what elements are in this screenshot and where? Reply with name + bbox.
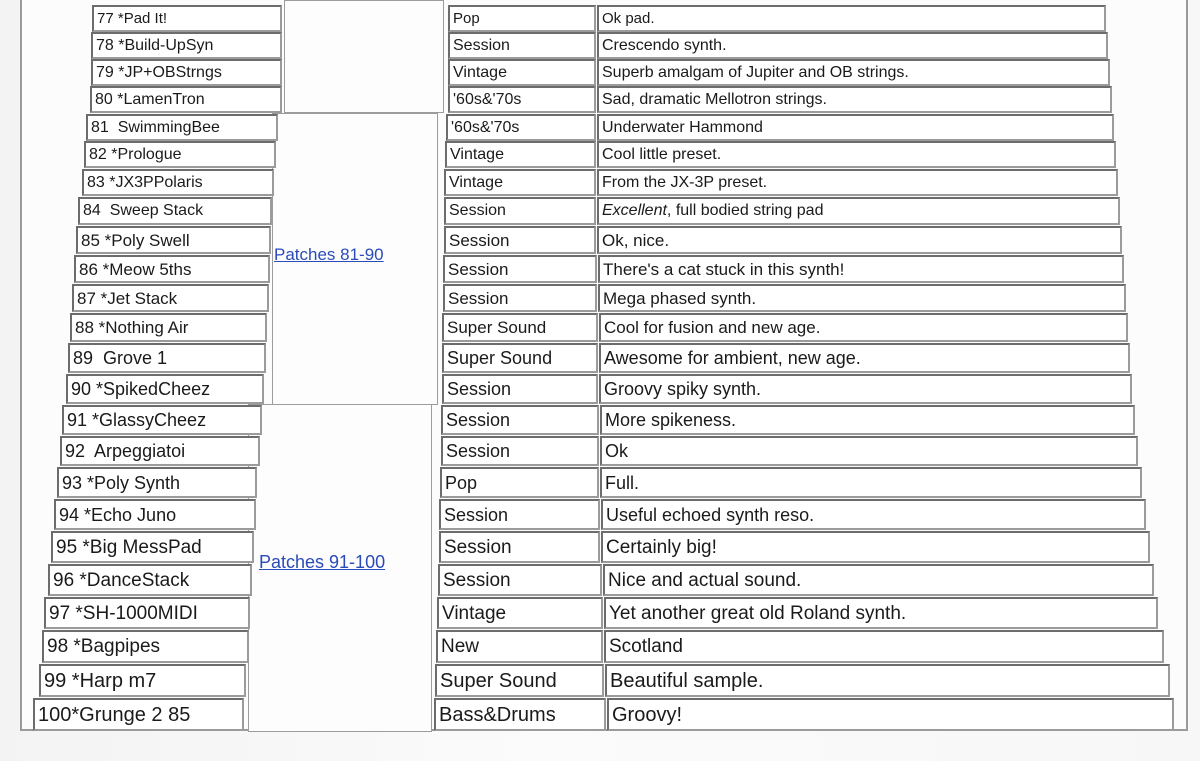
category-cell: Session	[443, 255, 597, 283]
patch-name-cell: 82 *Prologue	[84, 141, 276, 168]
patch-name-cell: 95 *Big MessPad	[51, 531, 254, 563]
description-cell: Cool little preset.	[597, 141, 1116, 168]
category-cell: Session	[441, 436, 599, 466]
description-cell: Ok pad.	[597, 5, 1106, 32]
category-cell: Super Sound	[442, 313, 598, 342]
description-cell: Certainly big!	[601, 531, 1150, 563]
patch-name-cell: 96 *DanceStack	[48, 564, 252, 596]
description-text: , full bodied string pad	[666, 202, 824, 219]
patch-name-cell: 87 *Jet Stack	[72, 284, 269, 312]
patch-name-cell: 94 *Echo Juno	[54, 499, 256, 530]
description-cell: More spikeness.	[600, 405, 1135, 435]
patch-name-cell: 80 *LamenTron	[90, 86, 282, 113]
category-cell: Vintage	[444, 169, 596, 196]
category-cell: Vintage	[437, 597, 603, 629]
description-cell: Superb amalgam of Jupiter and OB strings.	[597, 59, 1110, 86]
patch-name-cell: 99 *Harp m7	[39, 664, 246, 697]
patch-name-cell: 89 Grove 1	[68, 343, 266, 373]
description-cell: Awesome for ambient, new age.	[599, 343, 1130, 373]
description-cell: Underwater Hammond	[597, 114, 1114, 141]
category-cell: Session	[444, 226, 596, 254]
category-cell: Super Sound	[435, 664, 604, 697]
patch-name-cell: 90 *SpikedCheez	[66, 374, 264, 404]
category-cell: Session	[448, 32, 596, 59]
group-link-3[interactable]: Patches 91-100	[259, 552, 386, 572]
category-cell: Session	[439, 499, 600, 530]
patch-name-cell: 97 *SH-1000MIDI	[44, 597, 250, 629]
patch-table	[20, 0, 1188, 731]
description-cell: From the JX-3P preset.	[597, 169, 1118, 196]
category-cell: '60s&'70s	[446, 114, 596, 141]
category-cell: Session	[442, 374, 598, 404]
description-cell: There's a cat stuck in this synth!	[598, 255, 1124, 283]
category-cell: Pop	[448, 5, 596, 32]
category-cell: Super Sound	[442, 343, 598, 373]
description-cell: Beautiful sample.	[605, 664, 1170, 697]
patch-name-cell: 78 *Build-UpSyn	[91, 32, 282, 59]
description-cell: Mega phased synth.	[598, 284, 1126, 312]
category-cell: Session	[438, 564, 602, 596]
category-cell: New	[436, 630, 603, 663]
patch-name-cell: 83 *JX3PPolaris	[82, 169, 274, 196]
description-cell: Ok	[600, 436, 1138, 466]
category-cell: '60s&'70s	[448, 86, 596, 113]
description-cell: Scotland	[604, 630, 1164, 663]
description-cell: Crescendo synth.	[597, 32, 1108, 59]
patch-name-cell: 79 *JP+OBStrngs	[91, 59, 282, 86]
description-cell: Useful echoed synth reso.	[601, 499, 1146, 530]
description-cell: Nice and actual sound.	[603, 564, 1154, 596]
patch-name-cell: 91 *GlassyCheez	[62, 405, 262, 435]
patch-name-cell: 88 *Nothing Air	[70, 313, 267, 342]
category-cell: Session	[439, 531, 600, 563]
category-cell: Vintage	[448, 59, 596, 86]
description-cell: Cool for fusion and new age.	[599, 313, 1128, 342]
description-cell: Full.	[600, 467, 1142, 498]
patch-name-cell: 85 *Poly Swell	[76, 226, 271, 254]
patch-name-cell: 84 Sweep Stack	[78, 197, 272, 225]
patch-name-cell: 98 *Bagpipes	[42, 630, 249, 663]
description-cell: Groovy spiky synth.	[599, 374, 1132, 404]
description-emphasis: Excellent	[602, 202, 667, 219]
category-cell: Session	[441, 405, 599, 435]
patch-name-cell: 86 *Meow 5ths	[74, 255, 270, 283]
description-cell	[597, 197, 1120, 225]
description-cell: Groovy!	[607, 698, 1174, 731]
patch-name-cell: 93 *Poly Synth	[57, 467, 257, 498]
group-link-2[interactable]: Patches 81-90	[274, 245, 384, 264]
patch-name-cell: 100*Grunge 2 85	[33, 698, 244, 731]
description-cell: Sad, dramatic Mellotron strings.	[597, 86, 1112, 113]
patch-name-cell: 92 Arpeggiatoi	[60, 436, 260, 466]
category-cell: Pop	[440, 467, 599, 498]
description-cell: Ok, nice.	[597, 226, 1122, 254]
group-cell	[284, 0, 444, 113]
patch-name-cell: 77 *Pad It!	[92, 5, 282, 32]
category-cell: Session	[444, 197, 596, 225]
description-cell: Yet another great old Roland synth.	[604, 597, 1158, 629]
category-cell: Vintage	[445, 141, 596, 168]
patch-name-cell: 81 SwimmingBee	[86, 114, 278, 141]
category-cell: Session	[443, 284, 597, 312]
category-cell: Bass&Drums	[434, 698, 606, 731]
